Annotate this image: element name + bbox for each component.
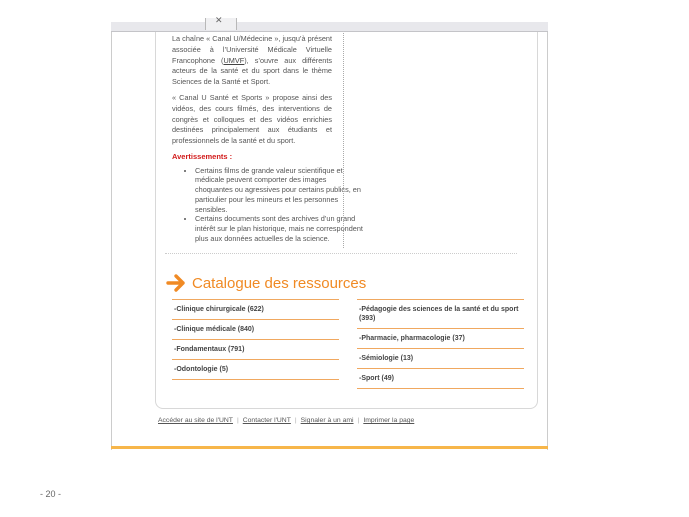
warnings-title: Avertissements : <box>172 151 233 161</box>
umvf-link[interactable]: UMVF <box>223 55 245 65</box>
catalogue-heading <box>166 271 366 295</box>
intro-text: ), s’ouvre aux différents acteurs de la santé et du sport dans le thème Sciences de la Santé et Sport. <box>172 55 332 87</box>
window-right-border <box>547 22 548 450</box>
footer-links <box>158 417 414 424</box>
catalogue-item-pedagogie[interactable]: -Pédagogie des sciences de la santé et du sport (393) <box>357 300 524 329</box>
contact-unt-link[interactable]: Contacter l'UNT <box>242 417 291 424</box>
browser-toolbar <box>111 16 548 32</box>
catalogue-item-clinique-medicale[interactable]: -Clinique médicale (840) <box>172 320 339 340</box>
print-page-link[interactable]: Imprimer la page <box>363 417 415 424</box>
share-friend-link[interactable]: Signaler à un ami <box>300 417 354 424</box>
catalogue-title: Catalogue des ressources <box>192 274 367 292</box>
intro-paragraph-2: « Canal U Santé et Sports » propose ainsi des vidéos, des cours filmés, des interventions de congrès et colloques et des vidéos enrichies destinées principalement aux étudiants et professionnels de la santé et du sport. <box>172 92 332 146</box>
slide-number: - 20 - <box>40 489 62 499</box>
footer-accent-rule <box>111 446 548 449</box>
catalogue-item-odontologie[interactable]: -Odontologie (5) <box>172 360 339 380</box>
section-divider <box>165 253 517 254</box>
warnings-list <box>172 166 363 244</box>
catalogue-item-semiologie[interactable]: -Sémiologie (13) <box>357 349 524 369</box>
warning-item: • Certains documents sont des archives d’un grand intérêt sur le plan historique, mais ne correspondent plus aux données actuelles de la science. <box>195 214 363 243</box>
catalogue-item-pharmacie[interactable]: -Pharmacie, pharmacologie (37) <box>357 329 524 349</box>
window-left-border <box>111 22 112 450</box>
intro-text: La chaîne « Canal U/Médecine », jusqu’à présent associée à l’Université Médicale Virtuelle Francophone ( <box>172 34 332 65</box>
separator: | <box>294 417 297 424</box>
catalogue-left-column <box>172 299 339 380</box>
access-unt-link[interactable]: Accéder au site de l'UNT <box>158 417 233 424</box>
catalogue-item-sport[interactable]: -Sport (49) <box>357 369 524 389</box>
separator: | <box>236 417 239 424</box>
close-icon[interactable]: ✕ <box>215 16 223 26</box>
catalogue-item-fondamentaux[interactable]: -Fondamentaux (791) <box>172 340 339 360</box>
column-divider <box>343 33 344 248</box>
warning-item: • Certains films de grande valeur scientifique et médicale peuvent comporter des images choquantes ou agressives pour certains publics, en particulier pour les mineurs et les personnes sensibles. <box>195 166 363 215</box>
arrow-right-icon <box>166 273 188 293</box>
intro-column <box>172 34 363 243</box>
catalogue-item-clinique-chirurgicale[interactable]: -Clinique chirurgicale (622) <box>172 300 339 320</box>
separator: | <box>357 417 360 424</box>
intro-paragraph-1 <box>172 34 332 88</box>
catalogue-right-column <box>357 299 524 389</box>
